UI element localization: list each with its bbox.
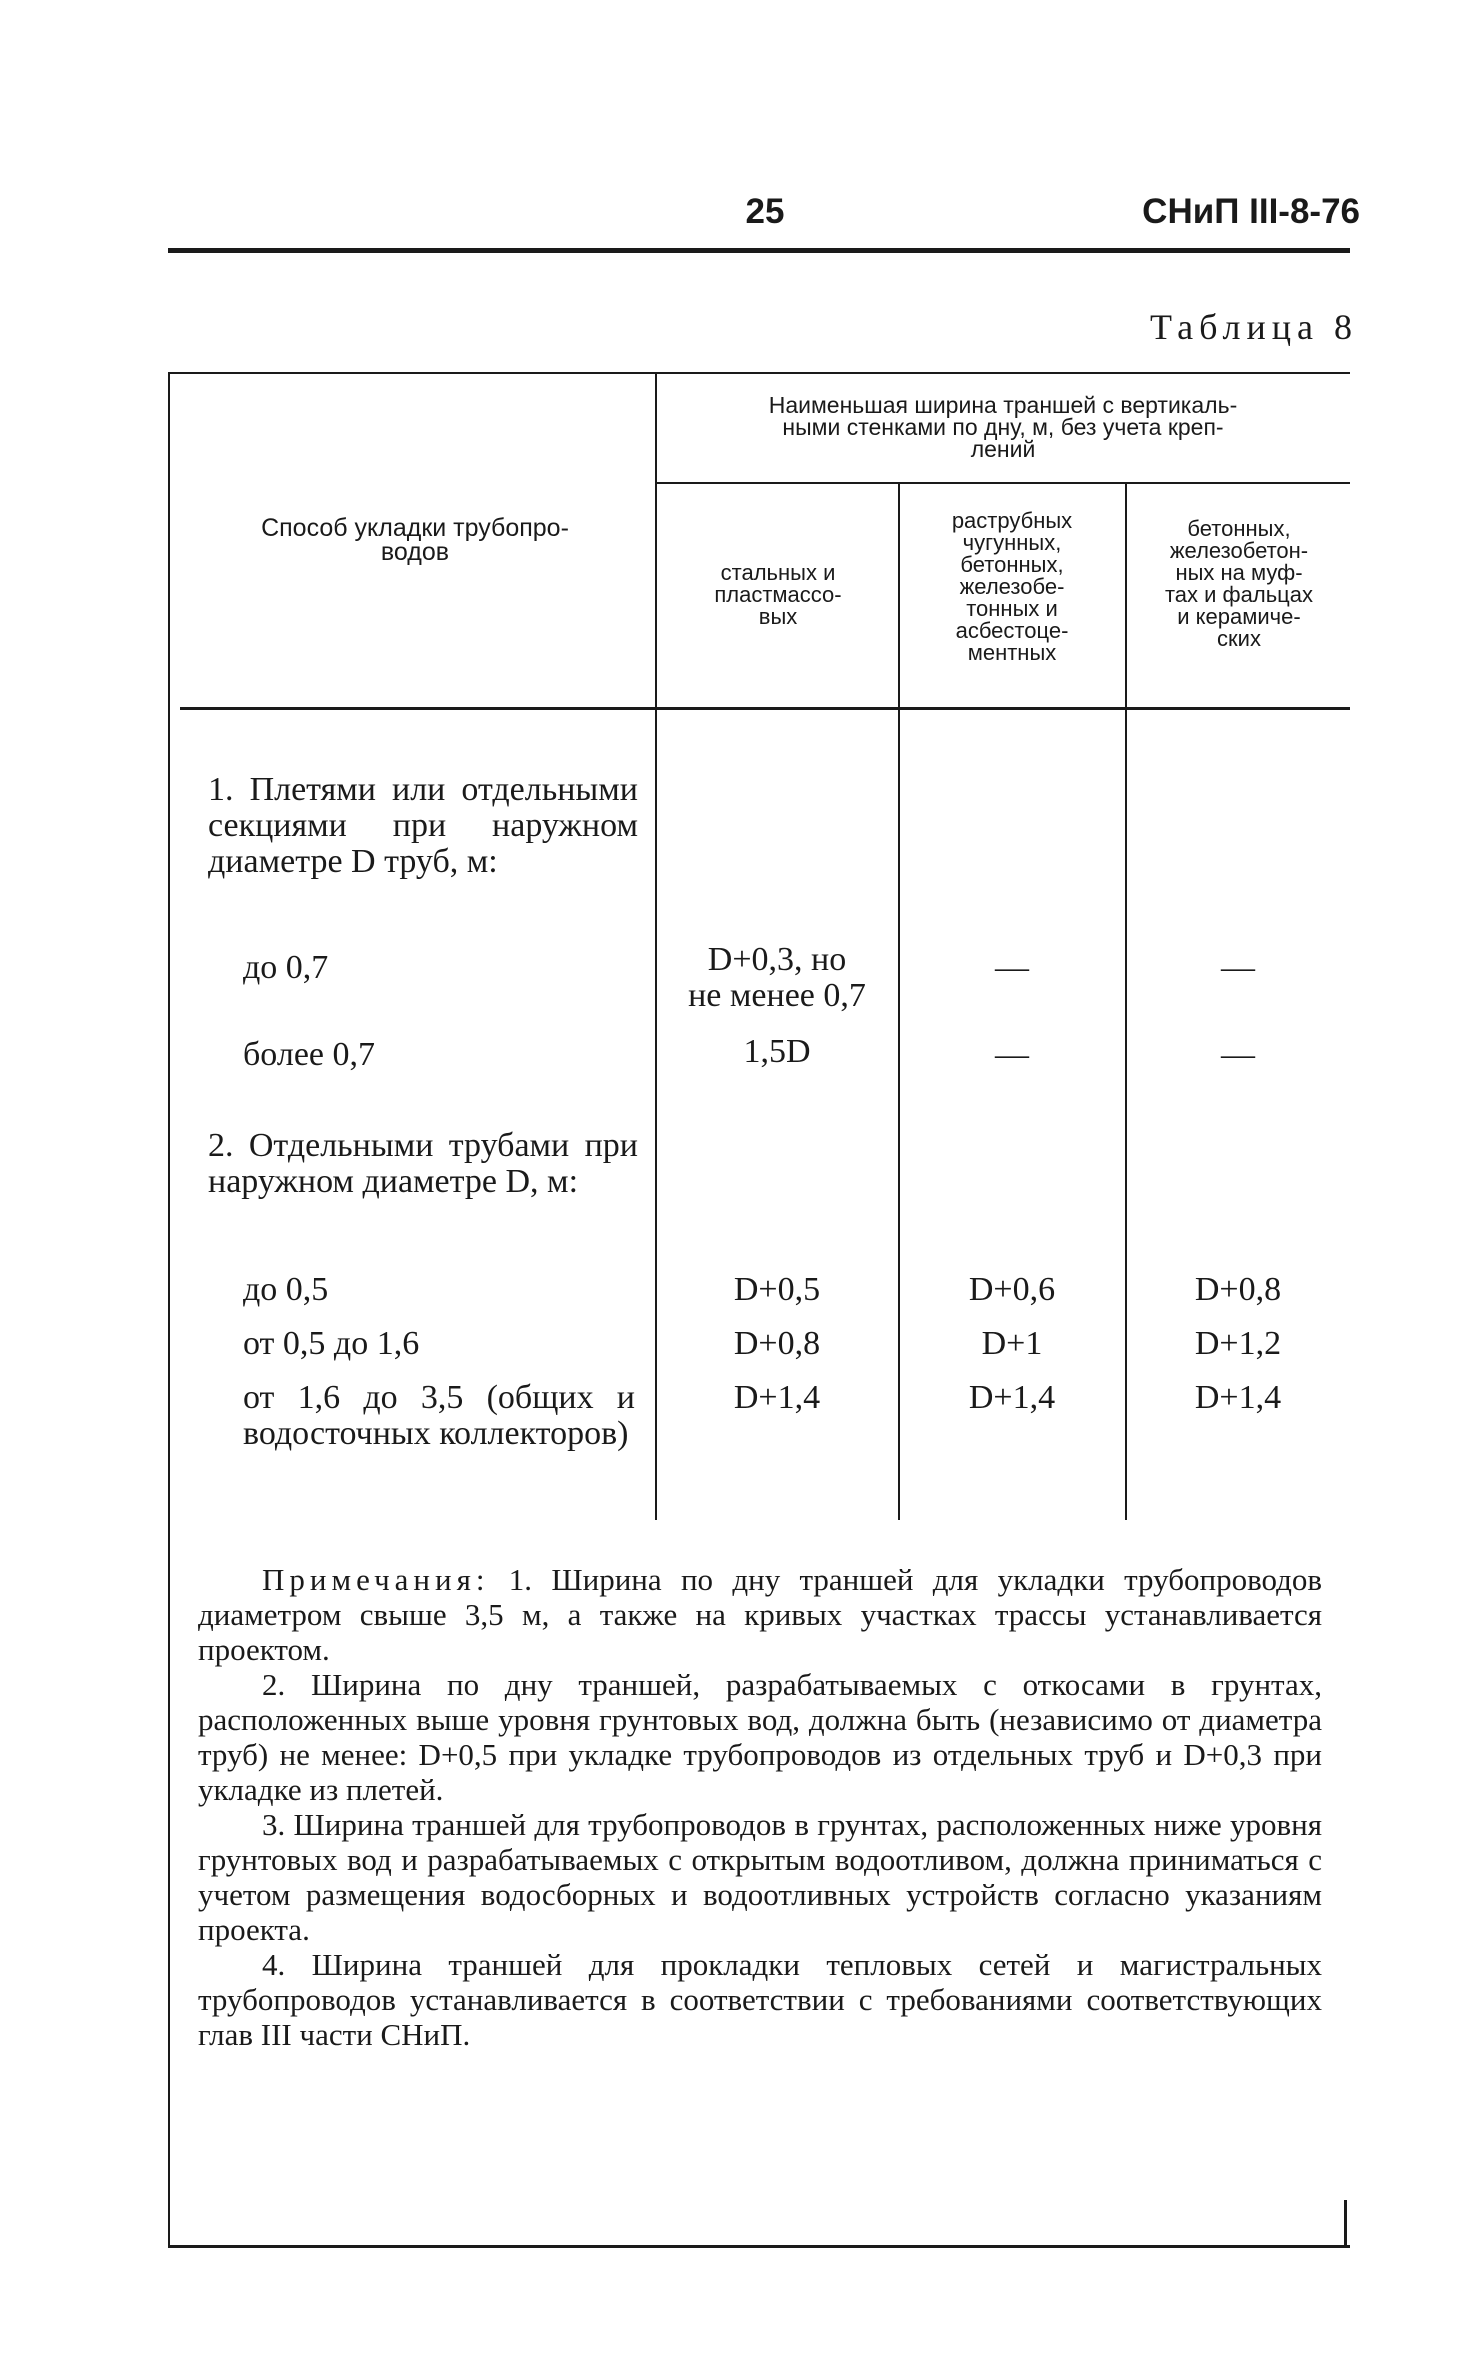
document-code: СНиП III-8-76 (1142, 192, 1360, 231)
row-label: от 1,6 до 3,5 (общих и водосточных коллекторов) (243, 1379, 635, 1452)
table-top-border (168, 372, 1350, 374)
row-value-socket: D+1 (981, 1325, 1043, 1362)
note-1 (198, 1562, 1322, 1667)
row-value-concrete: — (1221, 949, 1255, 986)
row-value-steel: D+0,5 (733, 1271, 821, 1308)
column-divider-2 (898, 482, 900, 1520)
header-bottom-border (180, 707, 1350, 710)
subcolumn-header-steel: стальных и пластмассо- вых (714, 560, 842, 629)
column-group-header: Наименьшая ширина траншей с вертикаль- ными стенками по дну, м, без учета креп- лений (768, 392, 1238, 462)
notes-block (198, 1562, 1322, 2052)
row-value-steel: D+0,8 (733, 1325, 821, 1362)
row-value-concrete: D+1,2 (1194, 1325, 1282, 1362)
header-rule (168, 248, 1350, 253)
note-1-text: 1. Ширина по дну траншей для укладки трубопроводов диаметром свыше 3,5 м, а также на кривых участках трассы устанавливается проектом. (198, 1562, 1323, 1667)
row-value-concrete: D+1,4 (1194, 1379, 1282, 1416)
row-value-socket: — (995, 949, 1029, 986)
note-2: 2. Ширина по дну траншей, разрабатываемых с откосами в грунтах, расположенных выше уровня грунтовых вод, должна быть (независимо от диаметра труб) не менее: D+0,5 при укладке трубопроводов из отдельных труб и D+0,3 при укладке из плетей. (198, 1667, 1322, 1807)
row-label: от 0,5 до 1,6 (243, 1325, 420, 1362)
table-bottom-border (168, 2245, 1350, 2248)
row-label: до 0,7 (243, 949, 329, 986)
notes-lead: Примечания: (262, 1562, 490, 1597)
section-2-title: 2. Отдельными трубами при наружном диаметре D, м: (208, 1127, 638, 1200)
row-value-concrete: D+0,8 (1194, 1271, 1282, 1308)
row-value-steel: 1,5D (743, 1033, 811, 1070)
right-border (1344, 2200, 1347, 2248)
row-value-socket: — (995, 1036, 1029, 1073)
column-divider-1 (655, 372, 657, 1520)
page-number: 25 (745, 192, 785, 231)
subcolumn-header-concrete: бетонных, железобетон- ных на муф- тах и фальцах и керамиче- ских (1164, 516, 1314, 651)
column-header-method: Способ укладки трубопро- водов (261, 514, 569, 566)
note-4: 4. Ширина траншей для прокладки тепловых сетей и магистральных трубопроводов устанавливается в соответствии с требованиями соответствующих глав III части СНиП. (198, 1947, 1322, 2052)
left-border (168, 372, 170, 2248)
column-divider-3 (1125, 482, 1127, 1520)
table-title: Таблица 8 (1150, 307, 1358, 347)
row-label: до 0,5 (243, 1271, 329, 1308)
note-3: 3. Ширина траншей для трубопроводов в грунтах, расположенных ниже уровня грунтовых вод и разрабатываемых с открытым водоотливом, должна приниматься с учетом размещения водосборных и водоотливных устройств согласно указаниям проекта. (198, 1807, 1322, 1947)
row-label: более 0,7 (243, 1036, 375, 1073)
row-value-steel: D+1,4 (733, 1379, 821, 1416)
row-value-socket: D+0,6 (968, 1271, 1056, 1308)
section-1-title: 1. Плетями или отдельными секциями при наружном диаметре D труб, м: (208, 771, 638, 880)
subheader-divider (655, 482, 1350, 484)
row-value-steel: D+0,3, но не менее 0,7 (688, 941, 866, 1014)
row-value-socket: D+1,4 (968, 1379, 1056, 1416)
row-value-concrete: — (1221, 1036, 1255, 1073)
subcolumn-header-socket: раструбных чугунных, бетонных, железобе- тонных и асбестоце- ментных (951, 508, 1073, 665)
